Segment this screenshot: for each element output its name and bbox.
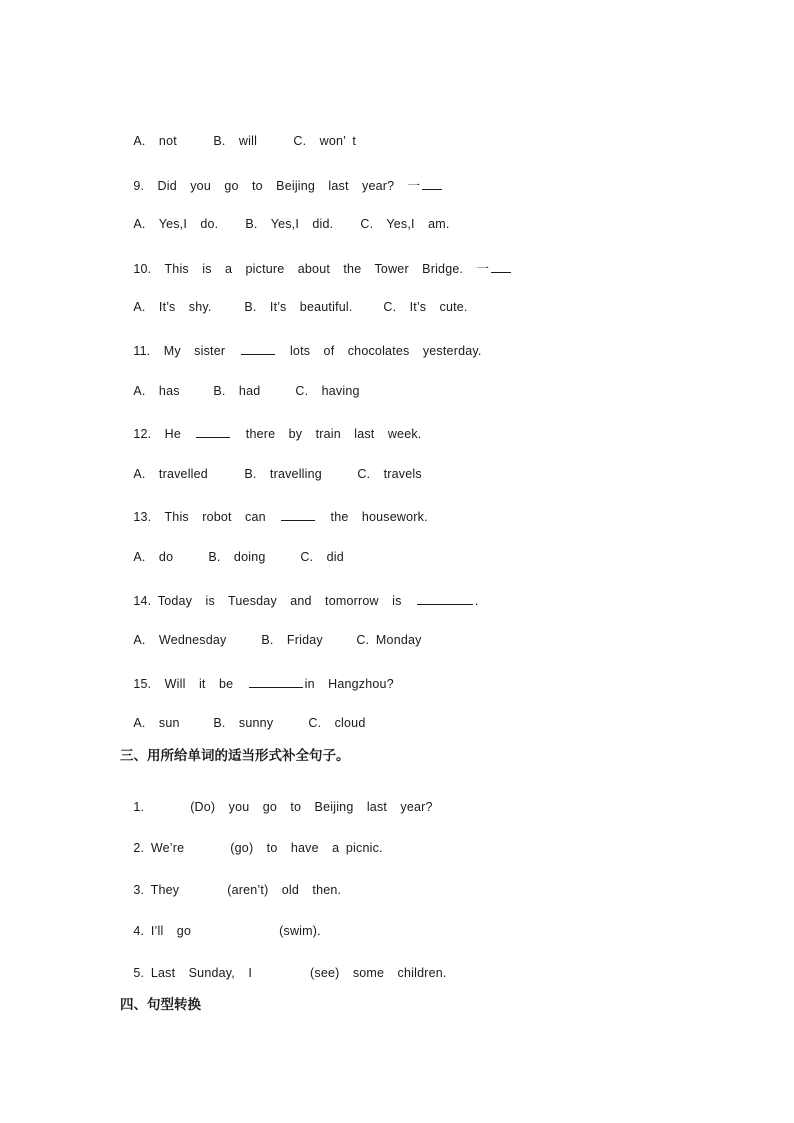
- section-3-title: 三、用所给单词的适当形式补全句子。: [120, 748, 350, 764]
- question-9-text: 9. Did you go to Beijing last year? 一: [133, 179, 421, 193]
- question-15-text-after: in Hangzhou?: [304, 677, 394, 691]
- q11-option-b: B. had: [213, 384, 261, 398]
- question-12-text-after: there by train last week.: [245, 427, 422, 441]
- item-1-text: (Do) you go to Beijing last year?: [190, 800, 433, 814]
- answer-blank[interactable]: [281, 508, 315, 521]
- question-10-text: 10. This is a picture about the Tower Bridge. 一: [133, 262, 490, 276]
- q12-options: [120, 453, 422, 481]
- q9-option-a: A. Yes,I do.: [133, 217, 219, 231]
- item-5-text: (see) some children.: [310, 966, 447, 980]
- q15-options: [120, 702, 366, 730]
- q15-option-c: C. cloud: [308, 716, 366, 730]
- item-2-prefix: 2. We’re: [133, 841, 185, 855]
- question-11-text-after: lots of chocolates yesterday.: [289, 344, 482, 358]
- question-12-text: 12. He: [133, 427, 182, 441]
- q9-options: [120, 203, 450, 231]
- item-3-prefix: 3. They: [133, 883, 180, 897]
- q9-option-b: B. Yes,I did.: [245, 217, 334, 231]
- item-5-prefix: 5. Last Sunday, I: [133, 966, 252, 980]
- question-11: [120, 328, 482, 358]
- section-3-item-3: [120, 869, 341, 897]
- q14-option-c: C. Monday: [356, 633, 422, 647]
- q10-options: [120, 286, 468, 314]
- question-13-text: 13. This robot can: [133, 510, 266, 524]
- q12-option-a: A. travelled: [133, 467, 208, 481]
- section-3-item-4: [120, 910, 321, 938]
- question-15: [120, 661, 394, 691]
- answer-blank[interactable]: [249, 675, 303, 688]
- answer-blank[interactable]: [422, 177, 442, 190]
- question-10: [120, 245, 513, 277]
- item-4-prefix: 4. I’ll go: [133, 924, 192, 938]
- item-3-text: (aren’t) old then.: [227, 883, 342, 897]
- item-1-prefix: 1.: [133, 800, 145, 814]
- q8-option-a: A. not: [133, 134, 177, 148]
- answer-blank[interactable]: [196, 425, 230, 438]
- q12-option-b: B. travelling: [244, 467, 322, 481]
- q15-option-a: A. sun: [133, 716, 180, 730]
- section-3-item-5: [120, 952, 447, 980]
- item-4-text: (swim).: [279, 924, 321, 938]
- q13-options: [120, 536, 344, 564]
- question-13-text-after: the housework.: [330, 510, 428, 524]
- q10-option-b: B. It’s beautiful.: [244, 300, 353, 314]
- q8-option-b: B. will: [213, 134, 258, 148]
- q13-option-b: B. doing: [208, 550, 266, 564]
- question-15-text: 15. Will it be: [133, 677, 234, 691]
- question-14: [120, 578, 479, 608]
- section-3-item-1: [120, 786, 433, 814]
- q15-option-b: B. sunny: [213, 716, 274, 730]
- q10-option-c: C. It’s cute.: [383, 300, 468, 314]
- q11-option-c: C. having: [295, 384, 360, 398]
- q12-option-c: C. travels: [357, 467, 422, 481]
- q14-option-a: A. Wednesday: [133, 633, 227, 647]
- q11-option-a: A. has: [133, 384, 180, 398]
- q9-option-c: C. Yes,I am.: [360, 217, 450, 231]
- question-9: [120, 162, 444, 194]
- q11-options: [120, 370, 360, 398]
- q10-option-a: A. It’s shy.: [133, 300, 212, 314]
- q14-options: [120, 619, 422, 647]
- question-14-text-after: .: [474, 594, 479, 608]
- q13-option-a: A. do: [133, 550, 174, 564]
- q8-option-c: C. won’ t: [293, 134, 356, 148]
- section-3-item-2: [120, 827, 383, 855]
- answer-blank[interactable]: [417, 592, 473, 605]
- q13-option-c: C. did: [300, 550, 344, 564]
- question-12: [120, 411, 421, 441]
- answer-blank[interactable]: [491, 260, 511, 273]
- question-14-text: 14. Today is Tuesday and tomorrow is: [133, 594, 402, 608]
- q14-option-b: B. Friday: [261, 633, 323, 647]
- q8-options: [120, 120, 356, 148]
- answer-blank[interactable]: [241, 342, 275, 355]
- question-11-text: 11. My sister: [133, 344, 226, 358]
- item-2-text: (go) to have a picnic.: [230, 841, 383, 855]
- section-4-title: 四、句型转换: [120, 997, 201, 1013]
- question-13: [120, 494, 428, 524]
